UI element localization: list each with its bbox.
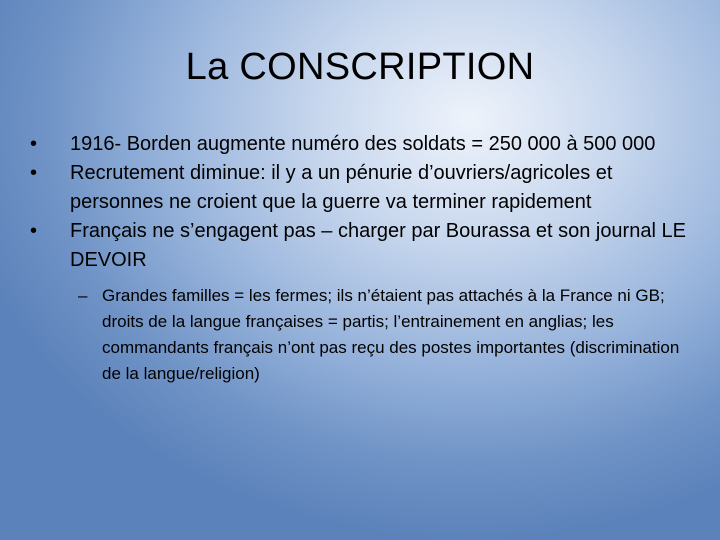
- sub-bullet-text: Grandes familles = les fermes; ils n’étaient pas attachés à la France ni GB; droits de la langue françaises = partis; l’entrainement en anglias; les commandants français n’ont pas reçu des postes importantes (discrimination de la langue/religion): [102, 286, 680, 383]
- bullet-text: Français ne s’engagent pas – charger par Bourassa et son journal LE DEVOIR: [70, 220, 686, 271]
- bullet-marker: •: [30, 220, 38, 242]
- bullet-item: [30, 159, 690, 217]
- bullet-marker: •: [30, 162, 38, 184]
- bullet-list: [30, 130, 690, 387]
- bullet-text: 1916- Borden augmente numéro des soldats = 250 000 à 500 000: [70, 133, 656, 155]
- bullet-text: Recrutement diminue: il y a un pénurie d’ouvriers/agricoles et personnes ne croient que la guerre va terminer rapidement: [70, 162, 613, 213]
- slide-title: La CONSCRIPTION: [185, 46, 535, 88]
- bullet-item: [30, 130, 690, 159]
- bullet-item: [30, 217, 690, 275]
- sub-bullet-item: [30, 283, 690, 387]
- sub-bullet-marker: –: [78, 286, 88, 305]
- bullet-marker: •: [30, 133, 38, 155]
